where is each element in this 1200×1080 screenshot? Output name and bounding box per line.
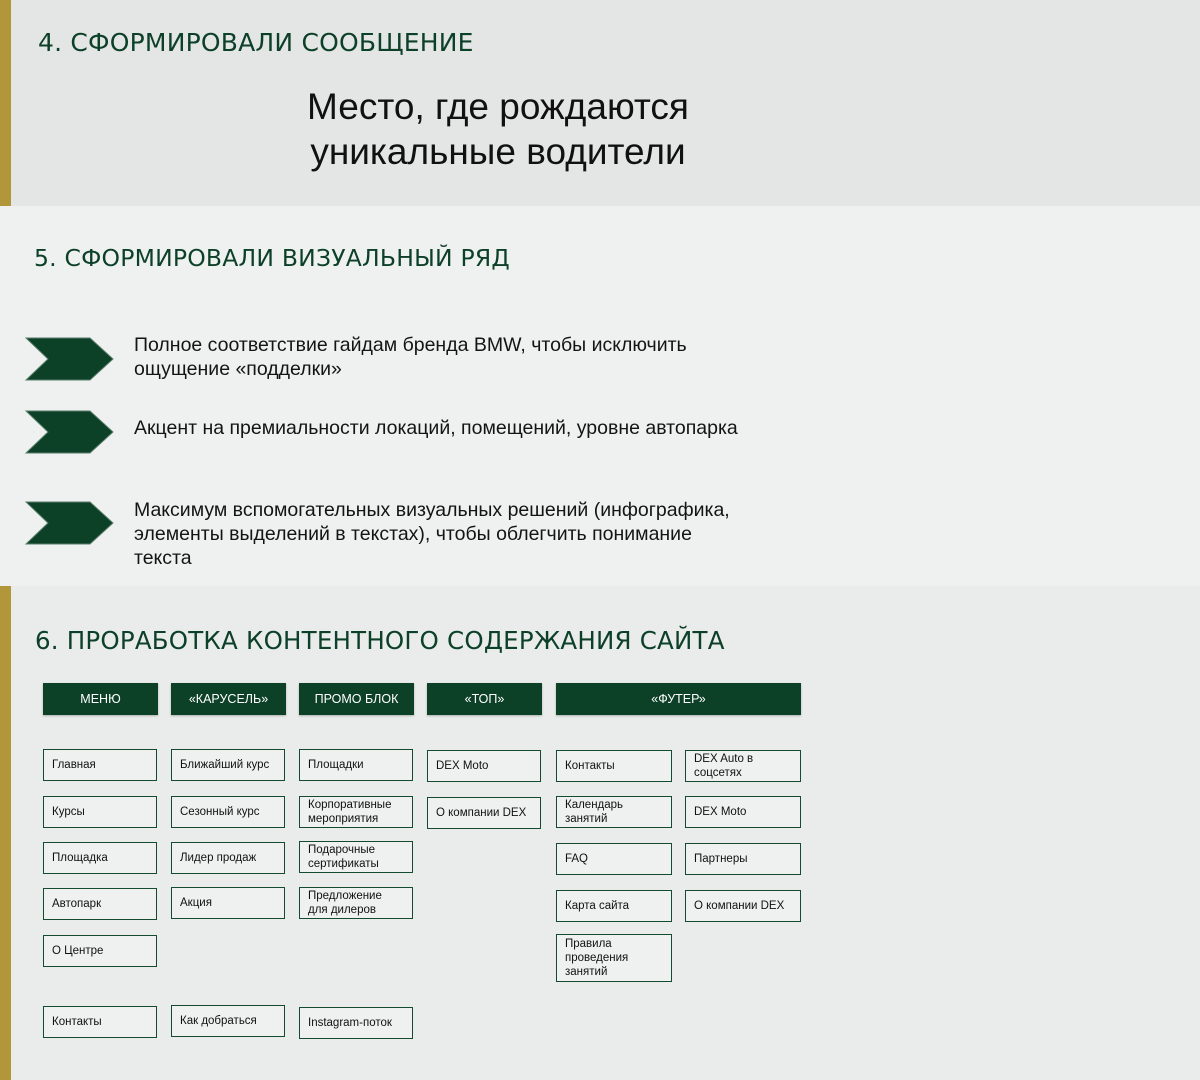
footer-item [556,750,672,782]
carousel-item-label: Сезонный курс [180,806,260,818]
header-promo: ПРОМО БЛОК [299,683,414,715]
bullet-text: Акцент на премиальности локаций, помещений, уровне автопарка [134,417,738,439]
carousel-item [171,842,285,874]
menu-item [43,749,157,781]
chevron-arrow-icon [24,336,116,382]
promo-item-label: Предложение для дилеров [308,890,382,916]
footer-item [685,890,801,922]
menu-item-label: Главная [52,759,96,771]
menu-item-label: Курсы [52,806,85,818]
section5-title: 5. СФОРМИРОВАЛИ ВИЗУАЛЬНЫЙ РЯД [34,244,510,272]
top-item [427,750,541,782]
menu-item [43,842,157,874]
promo-item [299,796,413,828]
footer-item [685,843,801,875]
menu-item-label: Площадка [52,852,108,864]
bullet-text: Максимум вспомогательных визуальных решений (инфографика, элементы выделений в текстах), чтобы облегчить понимание текста [134,499,730,569]
footer-item [685,796,801,828]
header-menu: МЕНЮ [43,683,158,715]
menu-item-label: Автопарк [52,898,102,910]
section6-title: 6. ПРОРАБОТКА КОНТЕНТНОГО СОДЕРЖАНИЯ САЙТА [35,626,725,655]
footer-item-label: DEX Auto в соцсетях [694,753,754,779]
footer-item-label: Календарь занятий [565,799,624,825]
carousel-item-label: Лидер продаж [180,852,257,864]
footer-item [556,934,672,982]
promo-item [299,841,413,873]
promo-item-label: Подарочные сертификаты [308,844,379,870]
footer-item-label: Контакты [565,760,615,772]
footer-item [685,750,801,782]
menu-item [43,935,157,967]
footer-item [556,843,672,875]
carousel-item-label: Ближайший курс [180,759,270,771]
menu-item [43,888,157,920]
carousel-item-label: Как добраться [180,1015,257,1027]
promo-item [299,749,413,781]
chevron-arrow-icon [24,500,116,546]
footer-item-label: DEX Moto [694,806,747,818]
gold-accent-bar [0,586,11,1080]
carousel-item [171,749,285,781]
gold-accent-bar [0,0,11,206]
promo-item-label: Корпоративные мероприятия [308,799,392,825]
promo-item [299,1007,413,1039]
slogan [250,84,746,174]
footer-item-label: FAQ [565,853,589,865]
footer-item-label: Партнеры [694,853,748,865]
header-top: «ТОП» [427,683,542,715]
promo-item-label: Instagram-поток [308,1017,392,1029]
footer-item [556,796,672,828]
footer-item-label: Карта сайта [565,900,630,912]
top-item-label: DEX Moto [436,760,489,772]
promo-item-label: Площадки [308,759,364,771]
footer-item [556,890,672,922]
carousel-item-label: Акция [180,897,212,909]
menu-item-label: Контакты [52,1016,102,1028]
carousel-item [171,887,285,919]
slogan-line: уникальные водители [310,131,686,172]
menu-item [43,1006,157,1038]
slogan-line: Место, где рождаются [307,86,689,127]
menu-item-label: О Центре [52,945,104,957]
top-item [427,797,541,829]
footer-item-label: Правила проведения занятий [565,938,629,978]
bullet-text: Полное соответствие гайдам бренда BMW, чтобы исключить ощущение «подделки» [134,334,687,380]
carousel-item [171,1005,285,1037]
menu-item [43,796,157,828]
carousel-item [171,796,285,828]
top-item-label: О компании DEX [436,807,527,819]
header-footer: «ФУТЕР» [556,683,801,715]
section4-title: 4. СФОРМИРОВАЛИ СООБЩЕНИЕ [38,28,474,57]
chevron-arrow-icon [24,409,116,455]
header-carousel: «КАРУСЕЛЬ» [171,683,286,715]
footer-item-label: О компании DEX [694,900,785,912]
promo-item [299,887,413,919]
